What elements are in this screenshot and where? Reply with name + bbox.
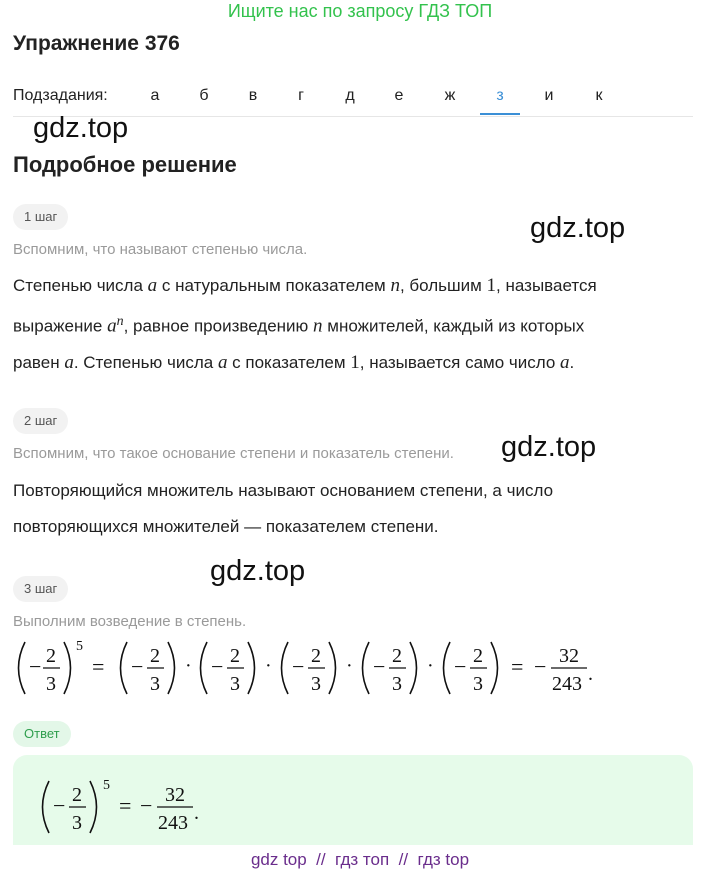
- minus-sign: −: [534, 654, 547, 679]
- step-text: [13, 268, 693, 381]
- exponent: 5: [76, 639, 83, 654]
- subtask-tab-e[interactable]: е: [394, 87, 404, 104]
- fraction-denominator: 3: [150, 673, 160, 695]
- minus-sign: −: [53, 793, 66, 818]
- subtask-tab-zh[interactable]: ж: [444, 87, 456, 104]
- subtasks-label: Подзадания:: [13, 87, 108, 104]
- left-paren: [121, 642, 128, 694]
- text-line: Повторяющийся множитель называют основанием степени, а число: [13, 481, 554, 500]
- subtask-tab-k[interactable]: к: [595, 87, 603, 104]
- fraction-numerator: 2: [311, 645, 321, 667]
- fraction-numerator: 2: [473, 645, 483, 667]
- fraction-denominator: 3: [230, 673, 240, 695]
- watermark: gdz.top: [210, 555, 306, 587]
- step-hint: Выполним возведение в степень.: [13, 613, 247, 630]
- subtask-tab-z[interactable]: з: [480, 86, 520, 115]
- fraction-numerator: 2: [150, 645, 160, 667]
- fraction-numerator: 2: [392, 645, 402, 667]
- watermark: gdz.top: [33, 112, 129, 144]
- result-denominator: 243: [158, 812, 188, 834]
- right-paren: [90, 781, 97, 833]
- multiply-dot: ·: [265, 655, 272, 677]
- text-line: выражение $a^n$, равное произведению n множителей, каждый из которых: [13, 314, 585, 337]
- text-line: повторяющихся множителей — показателем степени.: [13, 517, 439, 536]
- footer-links[interactable]: gdz top // гдз топ // гдз top: [0, 845, 720, 875]
- subtask-tab-d[interactable]: д: [345, 87, 355, 104]
- step-text: [13, 473, 693, 545]
- fraction-denominator: 3: [72, 812, 82, 834]
- fraction-denominator: 3: [473, 673, 483, 695]
- minus-sign: −: [292, 654, 305, 679]
- subtask-tab-g[interactable]: г: [298, 87, 304, 104]
- equals-sign: =: [119, 793, 132, 818]
- fraction-denominator: 3: [46, 673, 56, 695]
- fraction-numerator: 2: [72, 784, 82, 806]
- exercise-title: Упражнение 376: [13, 32, 180, 55]
- minus-sign: −: [29, 654, 42, 679]
- promo-banner[interactable]: Ищите нас по запросу ГДЗ ТОП: [227, 1, 493, 21]
- text-line: равен a. Степенью числа a с показателем 1, называется само число a.: [13, 351, 575, 373]
- fraction-denominator: 3: [392, 673, 402, 695]
- right-paren: [329, 642, 336, 694]
- minus-sign: −: [140, 793, 153, 818]
- right-paren: [491, 642, 498, 694]
- section-title: Подробное решение: [13, 152, 237, 177]
- subtask-tab-b[interactable]: б: [199, 87, 209, 104]
- step-badge: 1 шаг: [13, 204, 68, 230]
- right-paren: [248, 642, 255, 694]
- answer-badge: Ответ: [13, 721, 71, 747]
- step-hint: Вспомним, что такое основание степени и показатель степени.: [13, 445, 454, 462]
- minus-sign: −: [373, 654, 386, 679]
- equals-sign: =: [92, 654, 105, 679]
- step-badge: 2 шаг: [13, 408, 68, 434]
- left-paren: [363, 642, 370, 694]
- text-line: Степенью числа a с натуральным показателем n, большим 1, называется: [13, 275, 597, 296]
- multiply-dot: ·: [185, 655, 192, 677]
- period: .: [194, 802, 199, 824]
- minus-sign: −: [454, 654, 467, 679]
- period: .: [588, 663, 593, 685]
- fraction-numerator: 2: [46, 645, 56, 667]
- fraction-numerator: 2: [230, 645, 240, 667]
- result-numerator: 32: [559, 645, 579, 667]
- result-denominator: 243: [552, 673, 582, 695]
- left-paren: [444, 642, 451, 694]
- subtask-tab-i[interactable]: и: [544, 87, 554, 104]
- left-paren: [201, 642, 208, 694]
- step-hint: Вспомним, что называют степенью числа.: [13, 241, 308, 258]
- equals-sign: =: [511, 654, 524, 679]
- subtask-tab-v[interactable]: в: [248, 87, 258, 104]
- multiply-dot: ·: [427, 655, 434, 677]
- left-paren: [282, 642, 289, 694]
- fraction-denominator: 3: [311, 673, 321, 695]
- watermark: gdz.top: [501, 431, 597, 463]
- left-paren: [19, 642, 26, 694]
- subtask-tab-a[interactable]: а: [150, 87, 160, 104]
- minus-sign: −: [211, 654, 224, 679]
- multiply-dot: ·: [346, 655, 353, 677]
- result-numerator: 32: [165, 784, 185, 806]
- step-badge: 3 шаг: [13, 576, 68, 602]
- watermark: gdz.top: [530, 212, 626, 244]
- answer-formula: [37, 775, 237, 839]
- minus-sign: −: [131, 654, 144, 679]
- left-paren: [43, 781, 50, 833]
- exponent: 5: [103, 778, 110, 793]
- right-paren: [410, 642, 417, 694]
- power-formula: [13, 636, 613, 700]
- right-paren: [64, 642, 71, 694]
- right-paren: [168, 642, 175, 694]
